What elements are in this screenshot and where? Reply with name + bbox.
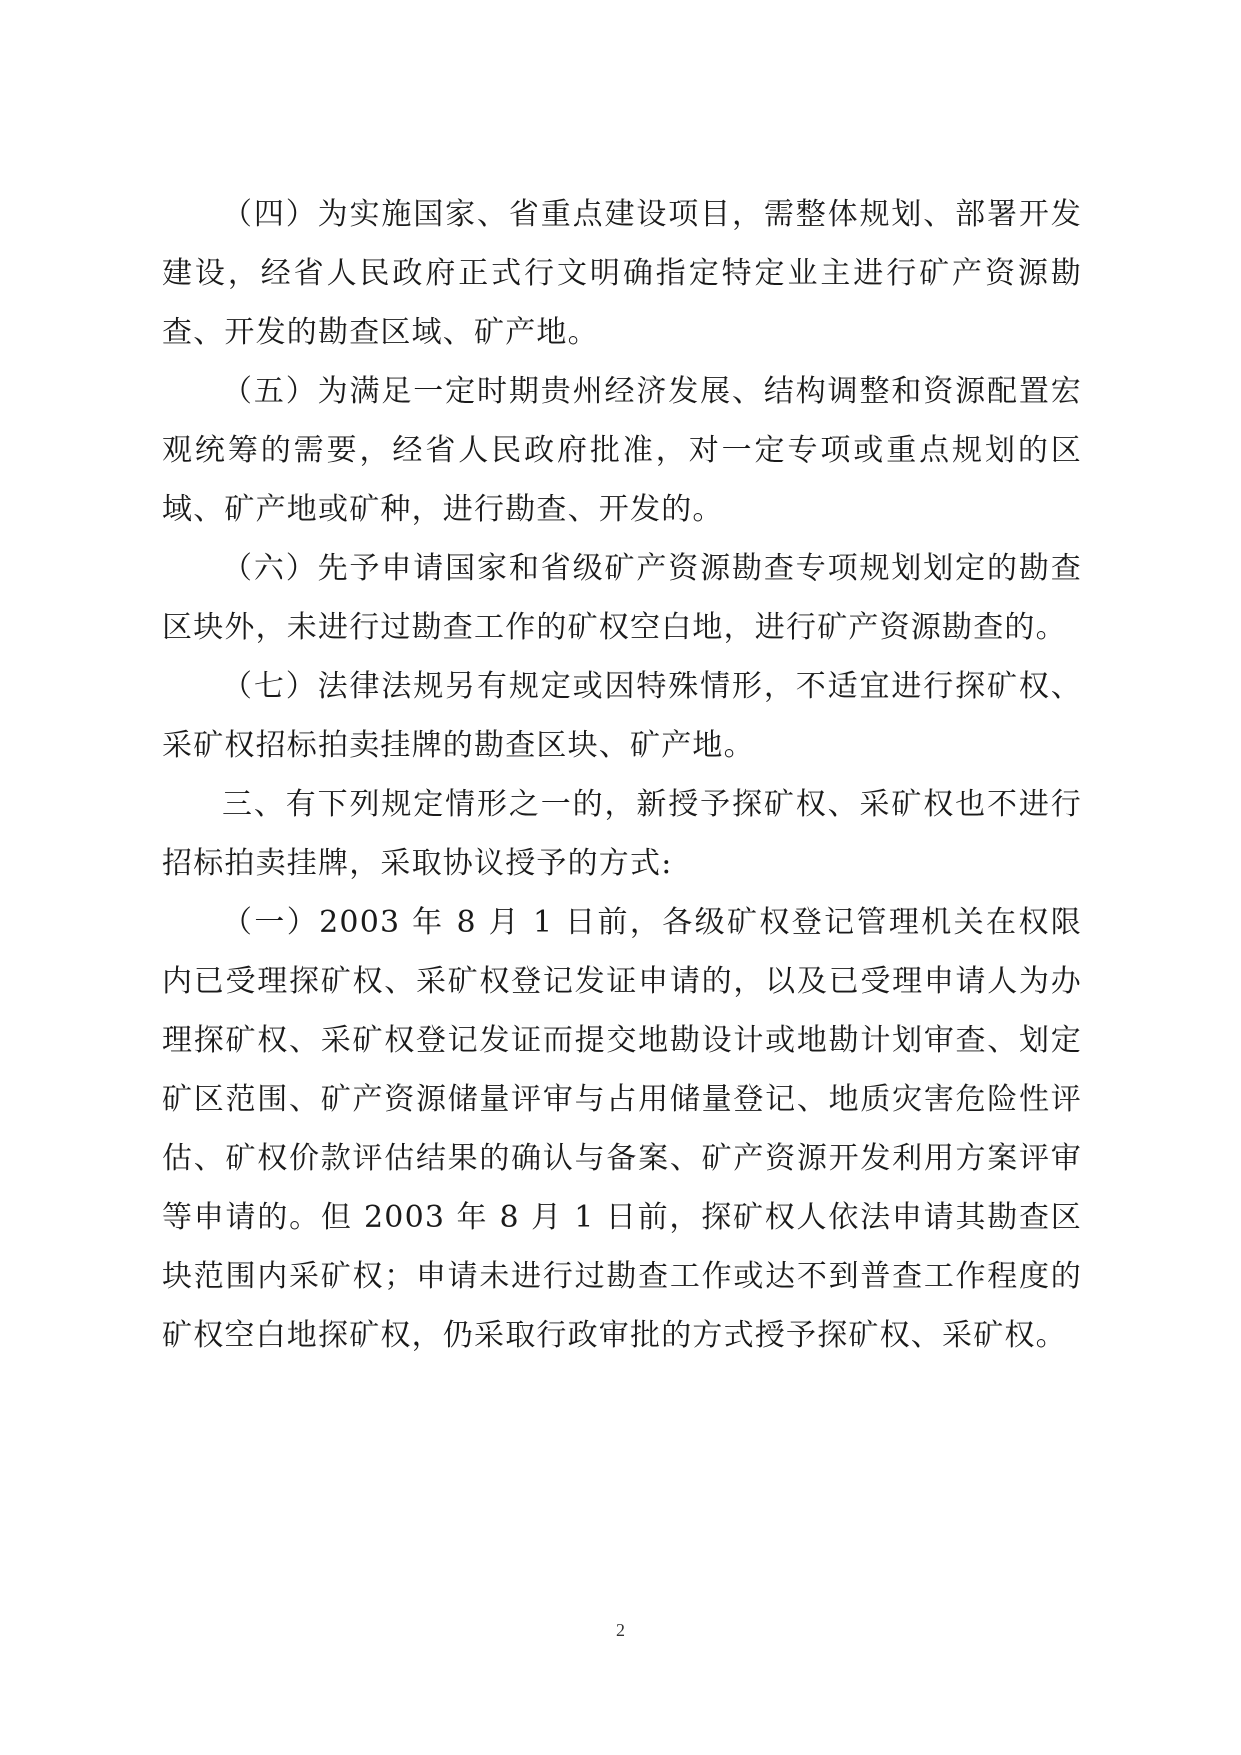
paragraph-item-5: （五）为满足一定时期贵州经济发展、结构调整和资源配置宏观统筹的需要，经省人民政府批准，对一定专项或重点规划的区域、矿产地或矿种，进行勘查、开发的。 [162, 374, 1082, 527]
page-number: 2 [616, 1620, 625, 1640]
paragraph-item-4: （四）为实施国家、省重点建设项目，需整体规划、部署开发建设，经省人民政府正式行文明确指定特定业主进行矿产资源勘查、开发的勘查区域、矿产地。 [162, 197, 1082, 350]
section-three-heading-paragraph: 三、有下列规定情形之一的，新授予探矿权、采矿权也不进行招标拍卖挂牌，采取协议授予的方式: [162, 787, 1082, 881]
paragraph-item-1: （一）2003 年 8 月 1 日前，各级矿权登记管理机关在权限内已受理探矿权、采矿权登记发证申请的，以及已受理申请人为办理探矿权、采矿权登记发证而提交地勘设计或地勘计划审查、划定矿区范围、矿产资源储量评审与占用储量登记、地质灾害危险性评估、矿权价款评估结果的确认与备案、矿产资源开发利用方案评审等申请的。但 2003 年 8 月 1 日前，探矿权人依法申请其勘查区块范围内采矿权；申请未进行过勘查工作或达不到普查工作程度的矿权空白地探矿权，仍采取行政审批的方式授予探矿权、采矿权。 [162, 905, 1082, 1353]
document-body [162, 185, 1082, 1365]
paragraph-item-7: （七）法律法规另有规定或因特殊情形，不适宜进行探矿权、采矿权招标拍卖挂牌的勘查区块、矿产地。 [162, 669, 1082, 763]
paragraph-item-6: （六）先予申请国家和省级矿产资源勘查专项规划划定的勘查区块外，未进行过勘查工作的矿权空白地，进行矿产资源勘查的。 [162, 551, 1082, 645]
